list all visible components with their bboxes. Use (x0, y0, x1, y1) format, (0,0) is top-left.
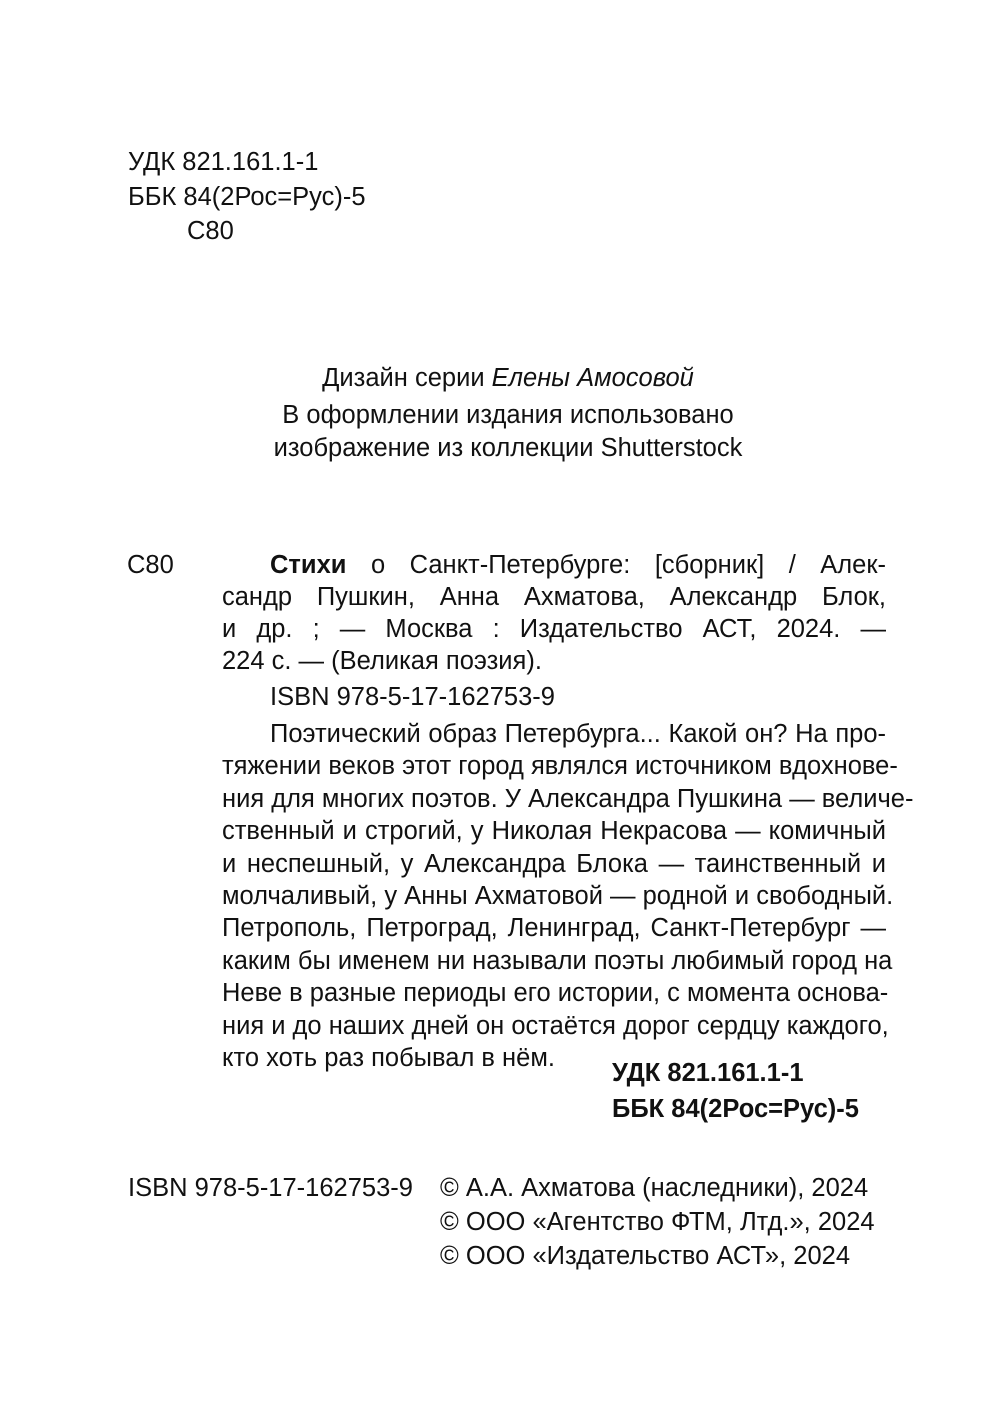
copyright-line: © ООО «Издательство АСТ», 2024 (440, 1242, 851, 1270)
annotation-line: ния для многих поэтов. У Александра Пушкина — величе- (222, 784, 914, 813)
card-author-mark: С80 (127, 551, 174, 579)
annotation-line: кто хоть раз побывал в нём. (222, 1043, 555, 1072)
bib-line (222, 549, 886, 581)
bib-line: 224 с. — (Великая поэзия). (222, 647, 542, 675)
design-credit-prefix: Дизайн серии (322, 364, 492, 392)
bib-line: и др. ; — Москва : Издательство АСТ, 2024. — (222, 615, 886, 643)
series-design-credit (8, 362, 1000, 394)
copyright-line: © А.А. Ахматова (наследники), 2024 (440, 1174, 869, 1202)
annotation-line: молчаливый, у Анны Ахматовой — родной и свободный. (222, 881, 894, 910)
bbk-code: ББК 84(2Рос=Рус)-5 (128, 183, 366, 211)
card-udk-code: УДК 821.161.1-1 (612, 1059, 804, 1087)
udk-code: УДК 821.161.1-1 (128, 148, 319, 176)
annotation-line: тяжении веков этот город являлся источником вдохнове- (222, 752, 898, 781)
bib-line: сандр Пушкин, Анна Ахматова, Александр Блок, (222, 583, 886, 611)
card-isbn: ISBN 978-5-17-162753-9 (270, 683, 555, 711)
card-bbk-code: ББК 84(2Рос=Рус)-5 (612, 1095, 859, 1123)
image-credit-line-1: В оформлении издания использовано (282, 401, 734, 429)
annotation-line: ственный и строгий, у Николая Некрасова — комичный (222, 817, 886, 846)
book-title: Стихи (270, 551, 347, 579)
copyright-line: © ООО «Агентство ФТМ, Лтд.», 2024 (440, 1208, 875, 1236)
annotation-line: Поэтический образ Петербурга... Какой он? На про- (270, 720, 886, 748)
bibliographic-description (222, 549, 886, 677)
bib-line-1-rest: о Санкт-Петербурге: [сборник] / Алек- (346, 551, 886, 579)
annotation-line: и неспешный, у Александра Блока — таинственный и (222, 849, 886, 878)
designer-name: Елены Амосовой (491, 364, 694, 392)
footer-isbn: ISBN 978-5-17-162753-9 (128, 1174, 413, 1202)
annotation-line: Неве в разные периоды его истории, с момента основа- (222, 979, 889, 1008)
image-credit-line-2: изображение из коллекции Shutterstock (273, 434, 743, 462)
annotation-line: каким бы именем ни называли поэты любимый город на (222, 946, 893, 975)
annotation-line: ния и до наших дней он остаётся дорог сердцу каждого, (222, 1011, 889, 1040)
annotation-line: Петрополь, Петроград, Ленинград, Санкт-Петербург — (222, 914, 886, 943)
annotation (222, 718, 914, 1074)
author-mark: С80 (187, 217, 234, 245)
